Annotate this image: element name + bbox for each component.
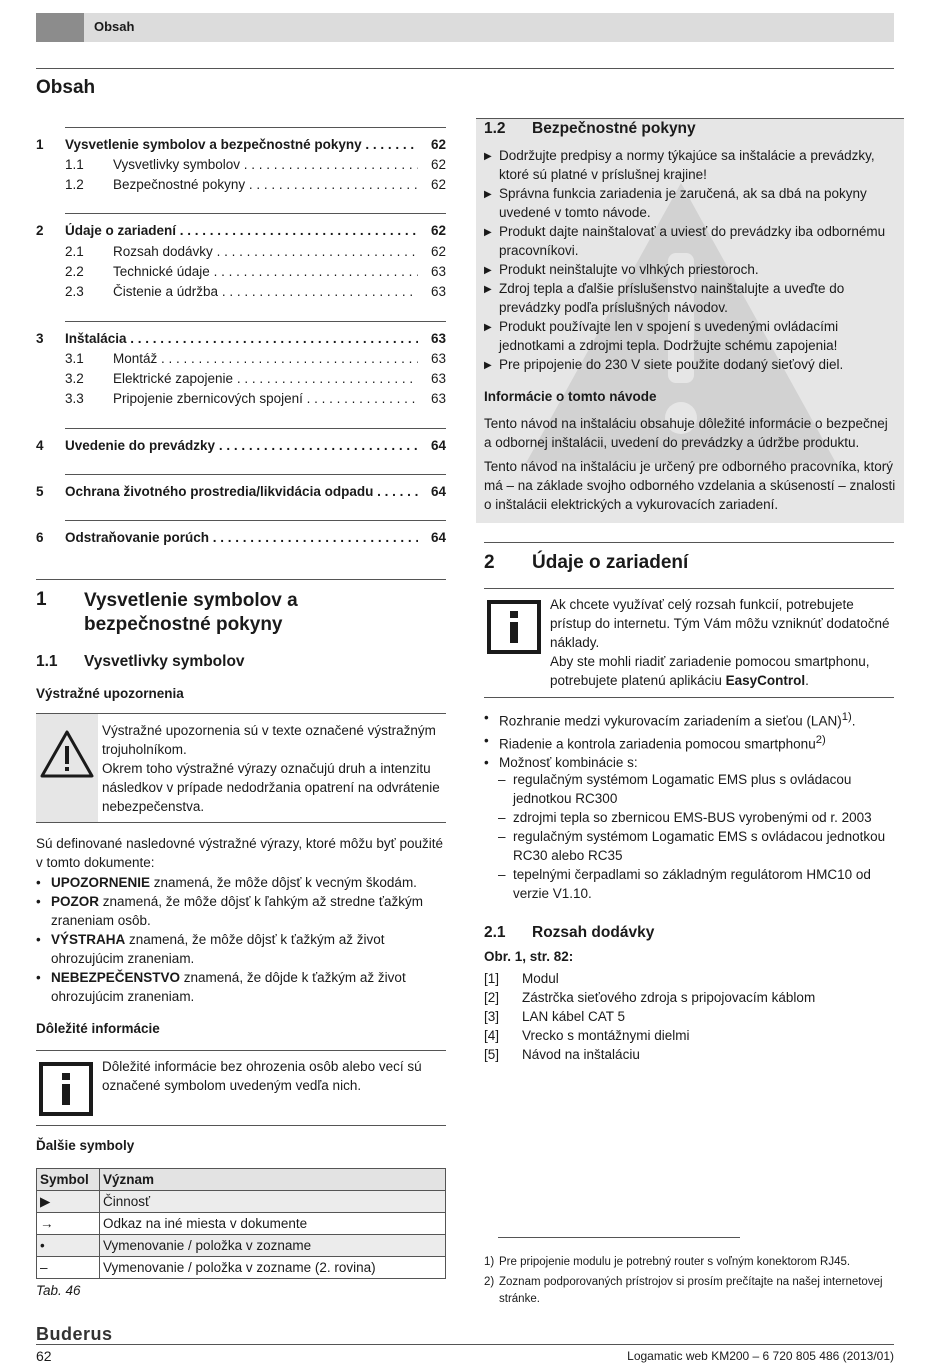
sec1-2-num: 1.2: [484, 120, 506, 137]
warning-box-text: Výstražné upozornenia sú v texte označené výstražným trojuholníkom.: [102, 723, 436, 757]
toc-label: Pripojenie zbernicových spojení . . .: [113, 391, 418, 406]
sec2-bullets: [484, 708, 894, 772]
footnote: [484, 1274, 894, 1308]
footnote: [484, 1254, 894, 1271]
toc-page: 62: [430, 137, 446, 152]
toc-row: [36, 244, 446, 264]
feature-item: • Možnosť kombinácie s:: [484, 753, 894, 772]
info-heading: Dôležité informácie: [36, 1021, 160, 1036]
sec2-combinations: [498, 770, 894, 903]
toc-divider: [65, 428, 446, 429]
scope-number: [5]: [484, 1047, 500, 1062]
toc-divider: [65, 127, 446, 128]
symbol-cell: →: [37, 1213, 100, 1235]
toc-number: 4: [36, 438, 44, 453]
scope-text: Modul: [522, 971, 559, 986]
safety-panel: [476, 118, 904, 523]
toc-number: 1.2: [65, 177, 84, 192]
combination-item: – regulačným systémom Logamatic EMS s ovládacou jednotkou RC30 alebo RC35: [498, 827, 894, 865]
toc-page: 64: [430, 530, 446, 545]
symbol-cell: ▶: [37, 1191, 100, 1213]
header-title: Obsah: [94, 19, 135, 34]
sec1-divider: [36, 579, 446, 580]
toc-number: 3.2: [65, 371, 84, 386]
table-head-meaning: Význam: [100, 1169, 446, 1191]
info-icon: [39, 1062, 93, 1116]
toc-row: [36, 264, 446, 284]
warning-term: UPOZORNENIE: [51, 875, 151, 890]
footnote-number: 2): [484, 1276, 495, 1288]
scope-item: [484, 1045, 894, 1064]
toc-label: Ochrana životného prostredia/likvidácia odpadu . . .: [65, 484, 418, 499]
scope-item: [484, 1007, 894, 1026]
toc-label: Údaje o zariadení . . .: [65, 223, 418, 238]
combination-item: – tepelnými čerpadlami so základným regulátorom HMC10 od verzie V1.10.: [498, 865, 894, 903]
feature-item: • Rozhranie medzi vykurovacím zariadením a sieťou (LAN)$^{1)}$.: [484, 708, 894, 731]
sec2-info-text2: Aby ste mohli riadiť zariadenie pomocou smartphonu, potrebujete platenú aplikáciu EasyControl.: [550, 654, 870, 688]
page-title: Obsah: [36, 77, 96, 98]
safety-item: ▶ Produkt dajte nainštalovať a uviesť do prevádzky iba odbornému pracovníkovi.: [484, 222, 894, 260]
toc-row: [36, 157, 446, 177]
page-number: 62: [36, 1348, 52, 1364]
toc-label: Čistenie a údržba . . .: [113, 284, 418, 299]
toc-number: 2: [36, 223, 44, 238]
footer-divider: [36, 1344, 894, 1345]
toc-number: 1.1: [65, 157, 84, 172]
sec2-info-box: [484, 588, 894, 698]
footnote-ref: 1): [841, 711, 852, 723]
toc-page: 63: [430, 284, 446, 299]
buderus-logo: Buderus: [36, 1324, 113, 1344]
about-p1: Tento návod na inštaláciu obsahuje dôležité informácie o bezpečnej a odbornej inštalácii, uvedení do prevádzky a údržbe produktu.: [484, 416, 888, 450]
footnotes: [484, 1254, 894, 1311]
meaning-cell: Odkaz na iné miesta v dokumente: [100, 1213, 446, 1235]
toc-page: 63: [430, 264, 446, 279]
toc-page: 63: [430, 331, 446, 346]
toc-row: [36, 438, 446, 458]
figure-reference: Obr. 1, str. 82:: [484, 949, 574, 964]
warning-term: NEBEZPEČENSTVO: [51, 970, 181, 985]
meaning-cell: Činnosť: [100, 1191, 446, 1213]
toc-row: [36, 177, 446, 197]
toc-row: [36, 484, 446, 504]
toc-number: 3.3: [65, 391, 84, 406]
warning-term-item: • UPOZORNENIE znamená, že môže dôjsť k vecným škodám.: [36, 873, 446, 892]
scope-list: [484, 969, 894, 1064]
warning-icon-bg: [36, 714, 98, 822]
info-box: [36, 1050, 446, 1126]
toc-divider: [65, 213, 446, 214]
header-bar: [36, 13, 894, 42]
scope-text: Návod na inštaláciu: [522, 1047, 640, 1062]
combination-item: – zdrojmi tepla so zbernicou EMS-BUS vyrobenými od r. 2003: [498, 808, 894, 827]
footnote-text: Pre pripojenie modulu je potrebný router s voľným konektorom RJ45.: [499, 1256, 851, 1268]
warning-term-item: • POZOR znamená, že môže dôjsť k ľahkým až stredne ťažkým zraneniam osôb.: [36, 892, 446, 930]
warning-terms-list: [36, 873, 446, 1006]
safety-item: ▶ Produkt neinštalujte vo vlhkých priestoroch.: [484, 260, 894, 279]
meaning-cell: Vymenovanie / položka v zozname: [100, 1235, 446, 1257]
scope-text: LAN kábel CAT 5: [522, 1009, 626, 1024]
toc-page: 62: [430, 244, 446, 259]
document-reference: Logamatic web KM200 – 6 720 805 486 (2013/01): [627, 1349, 894, 1363]
about-p2: Tento návod na inštaláciu je určený pre odborného pracovníka, ktorý má – na základe svojho odborného vzdelania a skúseností – znalosti o inštalácii elektrických a vykurovacích zariadení.: [484, 459, 896, 512]
toc-label: Rozsah dodávky . . .: [113, 244, 418, 259]
footnote-text: Zoznam podporovaných prístrojov si prosím prečítajte na našej internetovej stránke.: [499, 1276, 883, 1305]
scope-item: [484, 969, 894, 988]
toc-page: 63: [430, 391, 446, 406]
toc-row: [36, 391, 446, 411]
toc-label: Montáž . . .: [113, 351, 418, 366]
symbol-cell: –: [37, 1257, 100, 1279]
feature-item: • Riadenie a kontrola zariadenia pomocou smartphonu$^{2)}$: [484, 731, 894, 754]
toc-label: Inštalácia . . .: [65, 331, 418, 346]
warning-term: POZOR: [51, 894, 100, 909]
toc-label: Elektrické zapojenie . . .: [113, 371, 418, 386]
toc-row: [36, 223, 446, 243]
table-row: [37, 1191, 446, 1213]
toc-divider: [65, 321, 446, 322]
safety-item: ▶ Produkt používajte len v spojení s uvedenými ovládacími jednotkami a zdrojmi tepla. Dodržujte schému zapojenia!: [484, 317, 894, 355]
toc-number: 2.1: [65, 244, 84, 259]
sec2-info-text1: Ak chcete využívať celý rozsah funkcií, potrebujete prístup do internetu. Tým Vám môžu vzniknúť dodatočné náklady.: [550, 597, 890, 650]
toc-row: [36, 284, 446, 304]
toc-row: [36, 351, 446, 371]
toc-row: [36, 371, 446, 391]
combination-item: – regulačným systémom Logamatic EMS plus s ovládacou jednotkou RC300: [498, 770, 894, 808]
warning-term-item: • VÝSTRAHA znamená, že môže dôjsť k ťažkým až život ohrozujúcim zraneniam.: [36, 930, 446, 968]
scope-text: Vrecko s montážnymi dielmi: [522, 1028, 690, 1043]
toc-label: Vysvetlenie symbolov a bezpečnostné pokyny . . .: [65, 137, 418, 152]
toc-page: 64: [430, 484, 446, 499]
about-heading: Informácie o tomto návode: [484, 389, 657, 404]
scope-number: [3]: [484, 1009, 500, 1024]
table-row: [37, 1213, 446, 1235]
toc-label: Uvedenie do prevádzky . . .: [65, 438, 418, 453]
footnote-divider: [498, 1237, 740, 1238]
table-caption: Tab. 46: [36, 1283, 81, 1298]
safety-item: ▶ Správna funkcia zariadenia je zaručená, ak sa dbá na pokyny uvedené v tomto návode.: [484, 184, 894, 222]
footnote-ref: 2): [815, 733, 826, 746]
safety-item: ▶ Dodržujte predpisy a normy týkajúce sa inštalácie a prevádzky, ktoré sú platné v príslušnej krajine!: [484, 146, 894, 184]
toc-number: 3: [36, 331, 44, 346]
warning-box: [36, 713, 446, 823]
sec1-2-title: Bezpečnostné pokyny: [532, 120, 696, 137]
scope-item: [484, 1026, 894, 1045]
toc-number: 1: [36, 137, 44, 152]
header-block: [36, 13, 84, 42]
toc-label: Odstraňovanie porúch . . .: [65, 530, 418, 545]
toc-number: 3.1: [65, 351, 84, 366]
footnote-number: 1): [484, 1256, 495, 1268]
defined-intro: Sú definované nasledovné výstražné výrazy, ktoré môžu byť použité v tomto dokumente:: [36, 836, 444, 870]
toc-page: 63: [430, 351, 446, 366]
table-row: [37, 1257, 446, 1279]
toc-number: 2.3: [65, 284, 84, 299]
toc-label: Technické údaje . . .: [113, 264, 418, 279]
toc-page: 64: [430, 438, 446, 453]
warning-term: VÝSTRAHA: [51, 932, 126, 947]
scope-number: [4]: [484, 1028, 500, 1043]
symbols-table: [36, 1168, 446, 1279]
toc-page: 62: [430, 157, 446, 172]
toc-number: 5: [36, 484, 44, 499]
safety-list: [484, 146, 894, 374]
symbol-cell: •: [37, 1235, 100, 1257]
toc-divider: [65, 474, 446, 475]
table-head-symbol: Symbol: [37, 1169, 100, 1191]
toc-page: 63: [430, 371, 446, 386]
toc-number: 2.2: [65, 264, 84, 279]
meaning-cell: Vymenovanie / položka v zozname (2. rovina): [100, 1257, 446, 1279]
scope-text: Zástrčka sieťového zdroja s pripojovacím káblom: [522, 990, 816, 1005]
toc-number: 6: [36, 530, 44, 545]
toc-page: 62: [430, 177, 446, 192]
toc-row: [36, 137, 446, 157]
scope-item: [484, 988, 894, 1007]
warning-term-item: • NEBEZPEČENSTVO znamená, že dôjde k ťažkým až život ohrozujúcim zraneniam.: [36, 968, 446, 1006]
info-box-text: Dôležité informácie bez ohrozenia osôb alebo vecí sú označené symbolom uvedeným vedľa nich.: [102, 1059, 422, 1093]
toc-label: Bezpečnostné pokyny . . .: [113, 177, 418, 192]
warning-triangle-icon: [39, 729, 95, 779]
warning-box-text2: Okrem toho výstražné výrazy označujú druh a intenzitu následkov v prípade nedodržania opatrení na odvrátenie nebezpečenstva.: [102, 761, 440, 814]
toc-label: Vysvetlivky symbolov . . .: [113, 157, 418, 172]
table-row: [37, 1235, 446, 1257]
header-divider: [36, 68, 894, 69]
info-icon: [487, 600, 541, 654]
scope-number: [2]: [484, 990, 500, 1005]
toc-divider: [65, 520, 446, 521]
toc-row: [36, 530, 446, 550]
sec2-divider: [484, 542, 894, 543]
other-symbols-heading: Ďalšie symboly: [36, 1138, 135, 1153]
warning-heading: Výstražné upozornenia: [36, 686, 184, 701]
safety-item: ▶ Pre pripojenie do 230 V siete použite dodaný sieťový diel.: [484, 355, 894, 374]
toc-page: 62: [430, 223, 446, 238]
scope-number: [1]: [484, 971, 500, 986]
safety-item: ▶ Zdroj tepla a ďalšie príslušenstvo nainštalujte a uveďte do prevádzky podľa príslušných návodov.: [484, 279, 894, 317]
toc-row: [36, 331, 446, 351]
